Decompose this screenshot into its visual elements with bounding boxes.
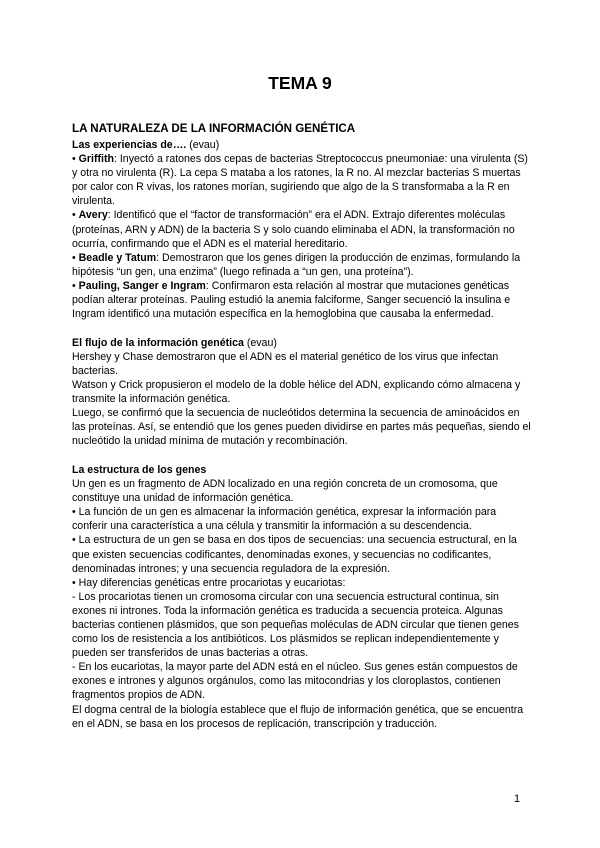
scientist-name-avery: Avery <box>78 209 108 222</box>
paragraph-estructura-gen: • La estructura de un gen se basa en dos tipos de secuencias: una secuencia estructural, en la que existen secuencias codificantes, denominadas exones, y secuencias no codificantes, denominadas intrones; y una secuencia reguladora de la expresión. <box>72 534 517 575</box>
spacer <box>72 448 532 463</box>
paragraph-definicion-gen: Un gen es un fragmento de ADN localizado en una región concreta de un cromosoma, que constituye una unidad de información genética. <box>72 478 498 505</box>
paragraph-griffith-text: : Inyectó a ratones dos cepas de bacterias Streptococcus pneumoniae: una virulenta (S) y otra no virulenta (R). La cepa S mataba a los ratones, la R no. Al mezclar bacterias S muertas por calor con R vivas, los ratones morían, sugiriendo que algo de la S transformaba a la R en virulenta. <box>72 153 528 208</box>
subheading-experiencias-text: Las experiencias de…. <box>72 139 187 151</box>
bullet: • <box>72 209 79 222</box>
subheading-flujo <box>72 336 532 350</box>
scientist-name-pauling-sanger-ingram: Pauling, Sanger e Ingram <box>78 279 206 292</box>
bullet: • <box>72 279 79 292</box>
paragraph-griffith <box>72 152 532 208</box>
subheading-experiencias <box>72 138 532 152</box>
paragraph-procariotas: - Los procariotas tienen un cromosoma circular con una secuencia estructural continua, sin exones ni intrones. Toda la información genética es traducida a secuencia proteica. Algunas bacterias contienen plásmidos, que son pequeñas moléculas de ADN circular que tienen genes como los de resistencia a los antibióticos. Los plásmidos se replican independientemente y pueden ser transferidos de unas bacterias a otras. <box>72 590 519 660</box>
paragraph-beadle-tatum <box>72 251 532 279</box>
paragraph-eucariotas: - En los eucariotas, la mayor parte del ADN está en el núcleo. Sus genes están compuestos de exones e intrones y algunos orgánulos, como las mitocondrias y los cloroplastos, contienen fragmentos propios de ADN. <box>72 661 518 702</box>
subheading-experiencias-note: (evau) <box>186 139 220 151</box>
subheading-flujo-note: (evau) <box>243 336 277 349</box>
paragraph-avery-text: : Identificó que el “factor de transformación” era el ADN. Extrajo diferentes moléculas (proteínas, ARN y ADN) de la bacteria S y solo cuando eliminaba el ADN, la transformación no ocurría, confirmando que el ADN es el material hereditario. <box>72 209 515 250</box>
paragraph-secuencia-nucleotidos: Luego, se confirmó que la secuencia de nucleótidos determina la secuencia de aminoácidos en las proteínas. Así, se entendió que los genes pueden dividirse en partes más pequeñas, siendo el nucleótido la unidad mínima de mutación y recombinación. <box>72 407 531 448</box>
subheading-estructura-genes: La estructura de los genes <box>72 463 207 476</box>
paragraph-hershey-chase: Hershey y Chase demostraron que el ADN es el material genético de los virus que infectan bacterias. <box>72 350 499 377</box>
paragraph-dogma-central: El dogma central de la biología establece que el flujo de información genética, que se encuentra en el ADN, se basa en los procesos de replicación, transcripción y traducción. <box>72 703 524 730</box>
spacer <box>72 321 532 336</box>
scientist-name-beadle-tatum: Beadle y Tatum <box>78 251 157 264</box>
page-number: 1 <box>514 793 521 805</box>
bullet: • <box>72 251 79 264</box>
paragraph-pauling-sanger-ingram <box>72 279 532 321</box>
section-heading-naturaleza: LA NATURALEZA DE LA INFORMACIÓN GENÉTICA <box>72 122 356 135</box>
subheading-flujo-text: El flujo de la información genética <box>72 336 244 349</box>
page-title: TEMA 9 <box>268 73 332 93</box>
paragraph-avery <box>72 208 532 250</box>
document-body <box>72 121 532 731</box>
scientist-name-griffith: Griffith <box>78 153 114 166</box>
bullet: • <box>72 153 79 166</box>
paragraph-beadle-tatum-text: : Demostraron que los genes dirigen la producción de enzimas, formulando la hipótesis “un gen, una enzima” (luego refinada a “un gen, una proteína”). <box>72 251 521 278</box>
paragraph-funcion-gen: • La función de un gen es almacenar la información genética, expresar la información para conferir una característica a una célula y transmitir la información a su descendencia. <box>72 506 497 533</box>
paragraph-watson-crick: Watson y Crick propusieron el modelo de la doble hélice del ADN, explicando cómo almacena y transmite la información genética. <box>72 379 521 406</box>
paragraph-pauling-sanger-ingram-text: : Confirmaron esta relación al mostrar que mutaciones genéticas podían alterar proteínas. Pauling estudió la anemia falciforme, Sanger secuenció la insulina e Ingram identificó una mutación específica en la hemoglobina que causaba la enfermedad. <box>72 279 511 321</box>
paragraph-diferencias: • Hay diferencias genéticas entre procariotas y eucariotas: <box>72 576 346 589</box>
